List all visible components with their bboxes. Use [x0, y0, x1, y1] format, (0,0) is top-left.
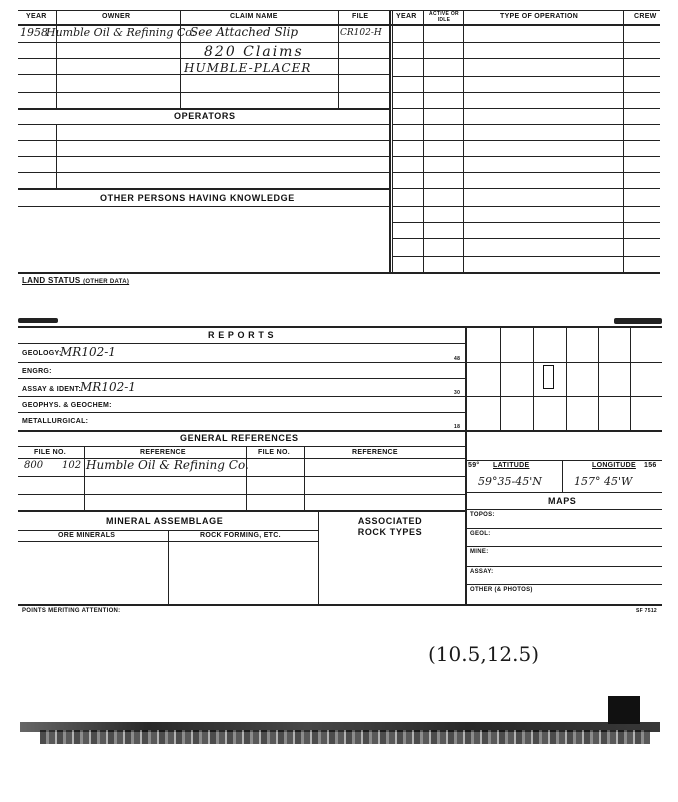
maps-heading: MAPS [548, 496, 577, 506]
rule [500, 326, 501, 430]
rule [338, 24, 339, 108]
rule [318, 510, 319, 604]
rule [465, 430, 662, 432]
refs-entry-file: 800 [24, 460, 44, 471]
engrg-label: ENGRG: [22, 368, 52, 375]
header-type-operation: TYPE OF OPERATION [500, 13, 579, 20]
assay-value: MR102-1 [80, 380, 136, 394]
scan-block [608, 696, 640, 724]
rule [18, 92, 389, 93]
entry-year: 1958 [20, 26, 48, 39]
rule [392, 108, 660, 109]
rule [463, 10, 464, 272]
rule [56, 124, 57, 188]
rule [18, 494, 465, 495]
entry-owner: Humble Oil & Refining Co. [46, 26, 196, 39]
refs-entry-ref: Humble Oil & Refining Co. [86, 458, 249, 472]
rule [465, 584, 662, 585]
rule [392, 172, 660, 173]
rule [392, 92, 660, 93]
rule [465, 362, 662, 363]
rule [465, 326, 467, 604]
rule [465, 566, 662, 567]
rule [465, 546, 662, 547]
rule [338, 10, 339, 24]
rule [84, 446, 85, 510]
entry-claim-line1: See Attached Slip [190, 25, 299, 39]
rule [566, 326, 567, 430]
side-number: 18 [454, 424, 461, 430]
rule [465, 396, 662, 397]
geology-value: MR102-1 [60, 345, 116, 359]
long-suffix: 156 [644, 462, 657, 469]
rule [304, 446, 305, 510]
other-persons-heading: OTHER PERSONS HAVING KNOWLEDGE [100, 193, 295, 203]
maps-assay: ASSAY: [470, 569, 494, 575]
longitude-value: 157° 45'W [574, 475, 633, 488]
rule [598, 326, 599, 430]
rule [392, 58, 660, 59]
assay-label: ASSAY & IDENT: [22, 386, 82, 393]
rule [18, 188, 389, 190]
refs-file-no-2: FILE NO. [258, 449, 290, 456]
mineral-assemblage-heading: MINERAL ASSEMBLAGE [106, 516, 224, 526]
location-marker [543, 365, 554, 389]
rule [392, 140, 660, 141]
associated-rock-types-heading: ASSOCIATED ROCK TYPES [357, 516, 423, 537]
side-number: 30 [454, 390, 461, 396]
rule [18, 343, 465, 344]
rule [18, 42, 389, 43]
rule [18, 362, 465, 363]
rule [389, 10, 391, 272]
scan-smear [40, 730, 650, 744]
header-year-2: YEAR [396, 13, 417, 20]
refs-file-no: FILE NO. [34, 449, 66, 456]
rule [423, 10, 424, 272]
longitude-label: LONGITUDE [592, 462, 636, 469]
header-owner: OWNER [102, 13, 131, 20]
rule [465, 509, 662, 510]
rule [630, 326, 631, 430]
scan-smear [18, 318, 58, 323]
lat-prefix: 59° [468, 462, 480, 469]
refs-reference: REFERENCE [140, 449, 186, 456]
rule [465, 460, 662, 461]
rule [392, 124, 660, 125]
rule [18, 446, 465, 447]
rule [392, 156, 660, 157]
entry-claim-line3: HUMBLE-PLACER [184, 61, 312, 75]
ore-minerals-heading: ORE MINERALS [58, 532, 116, 539]
rule [18, 476, 465, 477]
rule [18, 124, 389, 125]
rule [392, 188, 660, 189]
refs-reference-2: REFERENCE [352, 449, 398, 456]
header-claim-name: CLAIM NAME [230, 13, 278, 20]
reports-heading: R E P O R T S [208, 330, 275, 340]
rule [392, 222, 660, 223]
rule [180, 10, 181, 24]
rule [56, 10, 57, 24]
rock-forming-heading: ROCK FORMING, ETC. [200, 532, 281, 539]
rule [392, 76, 660, 77]
rule [18, 156, 389, 157]
rule [18, 140, 389, 141]
entry-claim-line2: 820 Claims [204, 44, 304, 60]
form-code: SF 7512 [636, 608, 658, 614]
rule [168, 530, 169, 604]
rule [18, 206, 389, 207]
maps-mine: MINE: [470, 549, 489, 555]
metallurgical-label: METALLURGICAL: [22, 418, 89, 425]
entry-file: CR102-H [340, 28, 382, 38]
rule [533, 326, 534, 430]
rule [465, 492, 662, 493]
handwritten-annotation: (10.5,12.5) [428, 642, 540, 666]
land-status-label: LAND STATUS (OTHER DATA) [22, 276, 130, 285]
general-references-heading: GENERAL REFERENCES [180, 433, 299, 443]
rule [623, 10, 624, 272]
rule [18, 10, 660, 11]
rule [18, 412, 465, 413]
rule [392, 42, 660, 43]
refs-entry-num: 102 [62, 460, 82, 471]
rule [18, 108, 389, 110]
rule [18, 378, 465, 379]
rule [246, 446, 247, 510]
operators-heading: OPERATORS [174, 111, 236, 121]
header-year: YEAR [26, 13, 47, 20]
maps-other: OTHER (& PHOTOS) [470, 587, 533, 593]
rule [18, 430, 465, 432]
latitude-value: 59°35-45'N [478, 475, 542, 488]
header-active-idle: ACTIVE OR IDLE [429, 11, 459, 23]
maps-topos: TOPOS: [470, 512, 495, 518]
rule [18, 172, 389, 173]
rule [18, 396, 465, 397]
maps-geol: GEOL: [470, 531, 491, 537]
rule [392, 206, 660, 207]
rule [392, 256, 660, 257]
header-crew: CREW [634, 13, 657, 20]
rule [465, 528, 662, 529]
geology-label: GEOLOGY: [22, 350, 62, 357]
geophys-label: GEOPHYS. & GEOCHEM: [22, 402, 112, 409]
rule [18, 272, 660, 274]
rule [392, 10, 393, 272]
header-file: FILE [352, 13, 369, 20]
points-meriting-label: POINTS MERITING ATTENTION: [22, 608, 121, 614]
rule [18, 604, 662, 606]
latitude-label: LATITUDE [493, 462, 530, 469]
rule [18, 510, 465, 512]
side-number: 48 [454, 356, 461, 362]
rule [392, 238, 660, 239]
scan-smear [614, 318, 662, 324]
rule [562, 460, 563, 492]
